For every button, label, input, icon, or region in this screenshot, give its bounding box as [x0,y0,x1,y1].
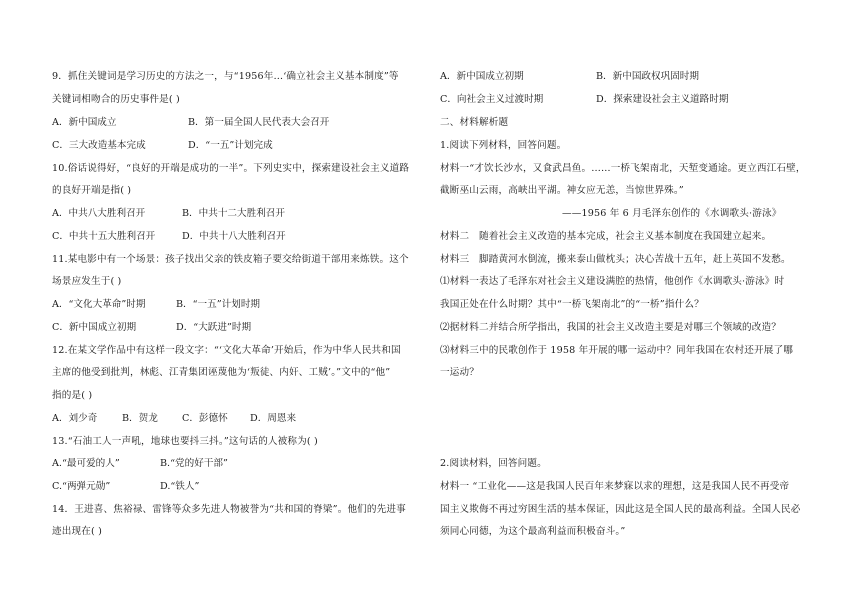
q14-stem-line1: 14．王进喜、焦裕禄、雷锋等众多先进人物被誉为“共和国的脊梁”。他们的先进事 [52,504,406,515]
q10-option-c[interactable]: C．中共十五大胜利召开 [52,231,156,242]
q14-stem-line2: 迹出现在( ) [52,526,102,537]
q12-option-c[interactable]: C．彭德怀 [182,413,228,424]
q9-option-b[interactable]: B．第一届全国人民代表大会召开 [188,117,330,128]
problem2-material1-line2: 国主义欺侮不再过穷困生活的基本保证，因此这是全国人民的最高利益。全国人民必 [440,504,801,515]
problem1-material1-line1: 材料一“才饮长沙水，又食武昌鱼。……一桥飞架南北，天堑变通途。更立西江石壁， [440,163,806,174]
problem2-material1-line3: 须同心同德，为这个最高利益而积极奋斗。” [440,526,626,537]
q13-option-b[interactable]: B.“党的好干部” [160,458,228,469]
q11-stem-line2: 场景应发生于( ) [52,276,122,287]
problem1-question3-line2: 一运动？ [440,367,479,378]
problem1-question1-line1: ⑴材料一表达了毛泽东对社会主义建设满腔的热情，他创作《水调歌头·游泳》时 [440,276,785,287]
q14-option-b[interactable]: B．新中国政权巩固时期 [596,71,699,82]
q10-option-d[interactable]: D．中共十八大胜利召开 [182,231,286,242]
q12-option-a[interactable]: A．刘少奇 [52,413,98,424]
q14-option-a[interactable]: A．新中国成立初期 [440,71,524,82]
q12-option-d[interactable]: D．周恩来 [250,413,297,424]
q10-option-b[interactable]: B．中共十二大胜利召开 [182,208,285,219]
q13-option-d[interactable]: D.“铁人” [160,481,200,492]
section-heading-material-analysis: 二、材料解析题 [440,117,509,128]
q11-option-b[interactable]: B．“一五”计划时期 [176,299,261,310]
q10-stem-line1: 10.俗话说得好，“良好的开端是成功的一半”。下列史实中，探索建设社会主义道路 [52,163,410,174]
q14-option-c[interactable]: C．向社会主义过渡时期 [440,94,544,105]
q14-option-d[interactable]: D．探索建设社会主义道路时期 [596,94,729,105]
q12-stem-line3: 指的是( ) [52,390,93,401]
problem1-question3-line1: ⑶材料三中的民歌创作于 1958 年开展的哪一运动中？同年我国在农村还开展了哪 [440,345,793,356]
q13-option-c[interactable]: C.“两弹元勋” [52,481,111,492]
problem1-question1-line2: 我国正处在什么时期？其中“一桥飞架南北”的“一桥”指什么？ [440,299,704,310]
q11-option-d[interactable]: D．“大跃进”时期 [176,322,252,333]
q9-option-c[interactable]: C．三大改造基本完成 [52,140,146,151]
q9-stem-line1: 9．抓住关键词是学习历史的方法之一，与“1956年…‘确立社会主义基本制度”等 [52,71,399,82]
problem1-intro: 1.阅读下列材料，回答问题。 [440,140,567,151]
problem1-material3: 材料三 脚踏黄河水倒流，搬来泰山做枕头；决心苦战十五年，赶上英国不发愁。 [440,254,791,265]
q10-option-a[interactable]: A．中共八大胜利召开 [52,208,146,219]
q12-option-b[interactable]: B．贺龙 [122,413,158,424]
problem2-material1-line1: 材料一 “工业化——这是我国人民百年来梦寐以求的理想，这是我国人民不再受帝 [440,481,790,492]
q12-stem-line2: 主席的他受到批判，林彪、江青集团诬蔑他为‘叛徒、内奸、工贼’。”文中的“他” [52,367,391,378]
q13-option-a[interactable]: A.“最可爱的人” [52,458,120,469]
q9-option-d[interactable]: D．“一五”计划完成 [188,140,273,151]
q11-stem-line1: 11.某电影中有一个场景：孩子找出父亲的铁皮箱子要交给街道干部用来炼铁。这个 [52,254,409,265]
q9-option-a[interactable]: A．新中国成立 [52,117,117,128]
q10-stem-line2: 的良好开端是指( ) [52,185,132,196]
problem2-intro: 2.阅读材料，回答问题。 [440,458,547,469]
problem1-material2: 材料二 随着社会主义改造的基本完成，社会主义基本制度在我国建立起来。 [440,231,772,242]
q9-stem-line2: 关键词相吻合的历史事件是( ) [52,94,180,105]
q11-option-a[interactable]: A．“文化大革命”时期 [52,299,146,310]
q12-stem-line1: 12.在某文学作品中有这样一段文字：“‘文化大革命’开始后，作为中华人民共和国 [52,345,401,356]
problem1-material1-line2: 截断巫山云雨，高峡出平湖。神女应无恙，当惊世界殊。” [440,185,684,196]
q13-stem-line1: 13.“石油工人一声吼，地球也要抖三抖。”这句话的人被称为( ) [52,436,318,447]
q11-option-c[interactable]: C．新中国成立初期 [52,322,137,333]
problem1-material1-source: ——1956 年 6 月毛泽东创作的《水调歌头·游泳》 [562,208,782,219]
problem1-question2: ⑵据材料二并结合所学指出，我国的社会主义改造主要是对哪三个领域的改造？ [440,322,782,333]
